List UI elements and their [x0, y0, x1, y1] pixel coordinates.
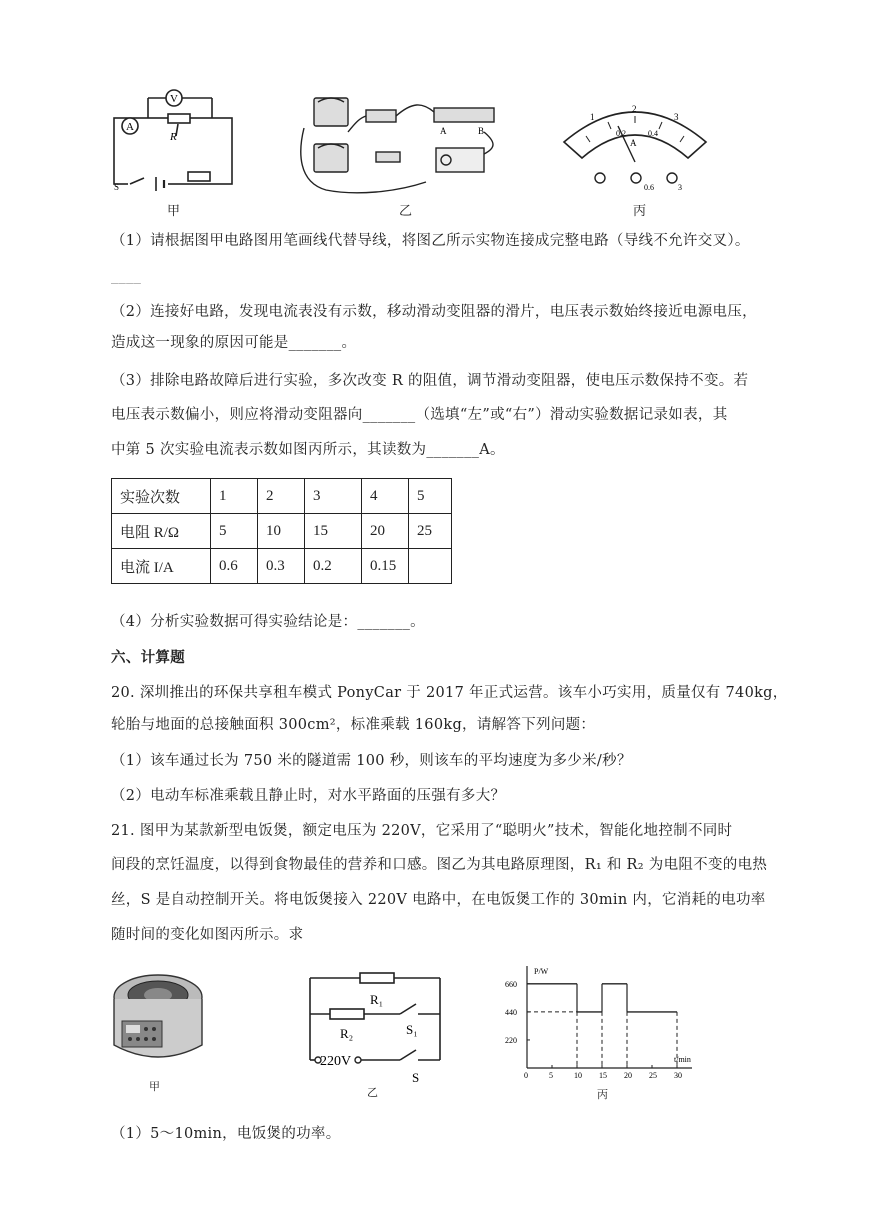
svg-text:A: A	[440, 126, 447, 136]
table-cell: 0.6	[211, 549, 258, 584]
x-tick-label: 25	[649, 1071, 657, 1080]
svg-text:1: 1	[590, 112, 595, 122]
table-cell: 实验次数	[112, 479, 211, 514]
q19-part3-line2: 电压表示数偏小，则应将滑动变阻器向_______（选填“左”或“右”）滑动实验数据记录如表，其	[111, 407, 728, 423]
table-cell: 5	[211, 514, 258, 549]
q19-part2-line1: （2）连接好电路，发现电流表没有示数，移动滑动变阻器的滑片，电压表示数始终接近电源电压，	[111, 304, 757, 320]
caption-jia-bottom: 甲	[149, 1080, 160, 1093]
x-tick-label: 0	[524, 1071, 528, 1080]
x-tick-label: 20	[624, 1071, 632, 1080]
table-cell	[409, 549, 452, 584]
q21-line2: 间段的烹饪温度，以得到食物最佳的营养和口感。图乙为其电路原理图，R₁ 和 R₂ 为电阻不变的电热	[111, 857, 768, 873]
table-cell: 0.2	[305, 549, 362, 584]
x-axis-label: t/min	[674, 1055, 691, 1064]
svg-text:V: V	[170, 93, 178, 105]
experiment-data-table	[111, 478, 452, 584]
caption-bing-top: 丙	[633, 204, 647, 219]
svg-text:A: A	[126, 121, 134, 133]
power-time-chart	[500, 962, 700, 1090]
table-cell: 0.3	[258, 549, 305, 584]
table-cell: 2	[258, 479, 305, 514]
svg-text:S: S	[412, 1070, 420, 1084]
q20-line2: 轮胎与地面的总接触面积 300cm²，标准乘载 160kg，请解答下列问题：	[111, 717, 596, 733]
svg-text:A: A	[630, 138, 637, 148]
svg-text:220V: 220V	[320, 1054, 352, 1069]
q21-line3: 丝，S 是自动控制开关。将电饭煲接入 220V 电路中，在电饭煲工作的 30min 内，它消耗的电功率	[111, 892, 766, 908]
svg-text:2: 2	[632, 104, 637, 114]
table-row	[112, 549, 452, 584]
q19-part1-blank: ____	[111, 268, 142, 284]
svg-text:S: S	[114, 182, 120, 192]
svg-text:0.2: 0.2	[616, 129, 626, 138]
q21-line4: 随时间的变化如图丙所示。求	[111, 927, 304, 943]
table-cell: 4	[362, 479, 409, 514]
caption-bing-bottom: 丙	[597, 1088, 608, 1101]
table-cell: 电流 I/A	[112, 549, 211, 584]
rice-cooker-circuit	[300, 964, 450, 1084]
svg-text:B: B	[478, 126, 485, 136]
q19-part3-line1: （3）排除电路故障后进行实验，多次改变 R 的阻值，调节滑动变阻器，使电压示数保持不变。若	[111, 373, 749, 389]
svg-text:3: 3	[678, 183, 682, 192]
x-tick-label: 10	[574, 1071, 582, 1080]
rice-cooker-image	[108, 965, 208, 1073]
y-tick-label: 220	[505, 1035, 517, 1045]
y-tick-label: 660	[505, 979, 517, 989]
x-tick-label: 15	[599, 1071, 607, 1080]
table-cell: 25	[409, 514, 452, 549]
svg-text:R₁: R₁	[370, 992, 384, 1007]
table-cell: 5	[409, 479, 452, 514]
q19-part3-line3: 中第 5 次实验电流表示数如图丙所示，其读数为_______A。	[111, 442, 505, 458]
svg-text:3: 3	[674, 112, 679, 122]
y-tick-label: 440	[505, 1007, 517, 1017]
table-cell: 1	[211, 479, 258, 514]
q20-line1: 20. 深圳推出的环保共享租车模式 PonyCar 于 2017 年正式运营。该车小巧实用，质量仅有 740kg，	[111, 685, 788, 701]
table-cell: 0.15	[362, 549, 409, 584]
table-cell: 电阻 R/Ω	[112, 514, 211, 549]
svg-text:0.6: 0.6	[644, 183, 654, 192]
x-tick-label: 30	[674, 1071, 682, 1080]
q19-part4: （4）分析实验数据可得实验结论是：_______。	[111, 614, 425, 630]
svg-text:R: R	[170, 131, 177, 143]
figure-yi-apparatus	[296, 92, 506, 198]
caption-jia-top: 甲	[167, 204, 181, 219]
table-cell: 10	[258, 514, 305, 549]
q20-part2: （2）电动车标准乘载且静止时，对水平路面的压强有多大？	[111, 788, 506, 804]
caption-yi-bottom: 乙	[367, 1086, 378, 1099]
table-row	[112, 479, 452, 514]
section-title: 六、计算题	[111, 650, 185, 666]
svg-text:S₁: S₁	[406, 1022, 418, 1037]
q20-part1: （1）该车通过长为 750 米的隧道需 100 秒，则该车的平均速度为多少米/秒？	[111, 753, 632, 769]
table-cell: 20	[362, 514, 409, 549]
x-tick-label: 5	[549, 1071, 553, 1080]
q21-part1: （1）5～10min，电饭煲的功率。	[111, 1126, 341, 1142]
svg-text:R₂: R₂	[340, 1026, 354, 1041]
figure-jia-circuit	[108, 84, 248, 194]
q21-line1: 21. 图甲为某款新型电饭煲，额定电压为 220V，它采用了“聪明火”技术，智能化地控制不同时	[111, 823, 733, 839]
caption-yi-top: 乙	[399, 204, 413, 219]
table-cell: 15	[305, 514, 362, 549]
y-axis-label: P/W	[534, 967, 549, 976]
table-cell: 3	[305, 479, 362, 514]
q19-part1: （1）请根据图甲电路图用笔画线代替导线，将图乙所示实物连接成完整电路（导线不允许交叉）。	[111, 233, 750, 249]
q19-part2-line2: 造成这一现象的原因可能是_______。	[111, 335, 357, 351]
table-row	[112, 514, 452, 549]
svg-text:0.4: 0.4	[648, 129, 658, 138]
figure-bing-ammeter	[556, 92, 714, 194]
